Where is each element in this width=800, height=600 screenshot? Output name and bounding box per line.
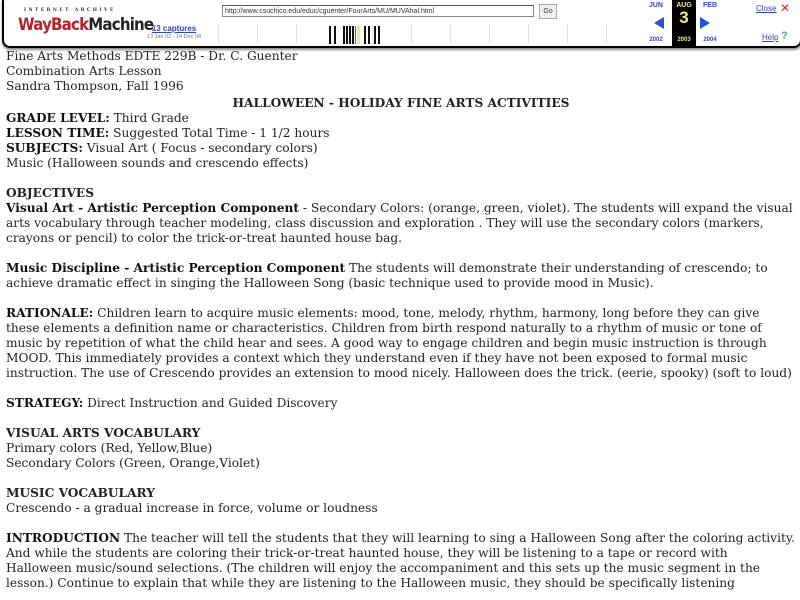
spacer xyxy=(6,381,796,396)
next-year[interactable]: 2004 xyxy=(703,37,717,43)
current-capture xyxy=(672,0,696,46)
capture-bar[interactable] xyxy=(343,26,345,44)
rationale-label: RATIONALE: xyxy=(6,306,94,320)
wayback-toolbar xyxy=(2,0,800,48)
timeline-tick xyxy=(257,24,258,44)
subjects xyxy=(6,141,796,156)
go-button[interactable]: Go xyxy=(539,4,557,19)
timeline-tick xyxy=(567,24,568,44)
capture-bar[interactable] xyxy=(355,26,356,44)
author-line: Sandra Thompson, Fall 1996 xyxy=(6,79,184,93)
prev-arrow-icon[interactable] xyxy=(654,17,664,29)
timeline-tick xyxy=(450,24,451,44)
introduction-label: INTRODUCTION xyxy=(6,531,121,545)
captures-range: 13 Jan 02 - 14 Dec 04 xyxy=(146,34,202,40)
next-month[interactable]: FEB xyxy=(703,2,717,9)
grade-level xyxy=(6,111,796,126)
objective-music-label: Music Discipline - Artistic Perception Component xyxy=(6,261,346,275)
capture-bar[interactable] xyxy=(378,26,380,44)
capture-timeline[interactable] xyxy=(214,22,636,46)
objectives-heading: OBJECTIVES xyxy=(6,186,94,200)
spacer xyxy=(6,516,796,531)
current-day: 3 xyxy=(679,8,689,27)
current-capture-bar[interactable] xyxy=(357,26,360,44)
spacer xyxy=(6,471,796,486)
page-title: HALLOWEEN - HOLIDAY FINE ARTS ACTIVITIES xyxy=(232,96,570,110)
wayback-machine-wordmark: WayBackMachine xyxy=(18,13,154,35)
date-navigator xyxy=(642,0,728,46)
course-line: Fine Arts Methods EDTE 229B - Dr. C. Guenter xyxy=(6,49,298,63)
captures-info xyxy=(136,24,212,40)
current-month: AUG xyxy=(676,2,692,9)
capture-bar[interactable] xyxy=(349,26,351,44)
introduction-text: The teacher will tell the students that they will learning to sing a Halloween Song after the coloring activity. And while the students are coloring their trick-or-treat haunted house, they will be listening to a tape or record with Halloween music/sound selections. (The children will enjoy the accompaniment and this sets up the music segment in the lesson.) Continue to explain that while they are listening to the Halloween music, they should be specifically listening xyxy=(6,531,795,590)
music-vocab-item: Crescendo - a gradual increase in force, volume or loudness xyxy=(6,501,378,515)
timeline-tick xyxy=(218,24,219,44)
objective-music-text: The students will demonstrate their understanding of crescendo; to achieve dramatic effect in singing the Halloween Song (basic technique used to provide mood in Music). xyxy=(6,261,768,290)
lesson-type-line: Combination Arts Lesson xyxy=(6,64,162,78)
strategy-text: Direct Instruction and Guided Discovery xyxy=(83,396,338,410)
prev-year[interactable]: 2002 xyxy=(649,37,663,43)
captures-link[interactable]: 13 captures xyxy=(151,24,197,33)
timeline-tick xyxy=(489,24,490,44)
lesson-time-value: Suggested Total Time - 1 1/2 hours xyxy=(109,126,330,140)
capture-bar[interactable] xyxy=(352,26,354,44)
spacer xyxy=(6,411,796,426)
lesson-time-label: LESSON TIME: xyxy=(6,126,110,140)
prev-month[interactable]: JUN xyxy=(648,2,663,9)
introduction xyxy=(6,531,796,591)
rationale xyxy=(6,306,796,381)
help-icon[interactable]: ? xyxy=(781,30,788,42)
timeline-tick xyxy=(606,24,607,44)
timeline-tick xyxy=(411,24,412,44)
visual-vocab-item: Secondary Colors (Green, Orange,Violet) xyxy=(6,456,260,470)
grade-level-label: GRADE LEVEL: xyxy=(6,111,110,125)
capture-bar[interactable] xyxy=(346,26,348,44)
close-icon[interactable]: ✕ xyxy=(780,1,791,15)
capture-bar[interactable] xyxy=(329,26,331,44)
objective-visual-art xyxy=(6,201,796,246)
visual-vocab-item: Primary colors (Red, Yellow,Blue) xyxy=(6,441,213,455)
internet-archive-text: INTERNET ARCHIVE xyxy=(24,8,116,13)
capture-bar[interactable] xyxy=(374,26,376,44)
help-link[interactable]: Help xyxy=(762,33,779,42)
music-vocab-heading: MUSIC VOCABULARY xyxy=(6,486,155,500)
wayback-logo[interactable] xyxy=(18,6,154,38)
spacer xyxy=(6,171,796,186)
spacer xyxy=(6,291,796,306)
url-input[interactable]: http://www.csuchico.edu/educ/cguenter/FourArts/MU/MUVAhal.html xyxy=(222,5,534,17)
grade-level-value: Third Grade xyxy=(109,111,189,125)
timeline-tick xyxy=(372,24,373,44)
objective-music xyxy=(6,261,796,291)
current-year: 2003 xyxy=(677,37,691,43)
capture-bar[interactable] xyxy=(364,26,366,44)
capture-bar[interactable] xyxy=(334,26,336,44)
next-capture[interactable] xyxy=(698,0,722,46)
visual-vocab-heading: VISUAL ARTS VOCABULARY xyxy=(6,426,201,440)
lesson-document xyxy=(6,49,796,591)
close-link[interactable]: Close xyxy=(756,4,777,13)
spacer xyxy=(6,246,796,261)
strategy-label: STRATEGY: xyxy=(6,396,84,410)
subjects-value: Visual Art ( Focus - secondary colors) xyxy=(82,141,318,155)
rationale-text: Children learn to acquire music elements: mood, tone, melody, rhythm, harmony, long before they can give these elements a definition name or characteristics. Children from birth respond naturally to a rhythm of music or tone of music by repetition of what the child hear and sees. A good way to engage children and begin music instruction is through MOOD. This immediately provides a context which they understand even if they have not been exposed to formal music instruction. The use of Crescendo provides an extension to mood nicely. Halloween does the trick. (eerie, spooky) (soft to loud) xyxy=(6,306,792,380)
capture-bar[interactable] xyxy=(368,26,370,44)
lesson-time xyxy=(6,126,796,141)
timeline-tick xyxy=(296,24,297,44)
subjects-label: SUBJECTS: xyxy=(6,141,83,155)
strategy xyxy=(6,396,796,411)
objective-visual-art-text: - Secondary Colors: (orange, green, violet). The students will expand the visual arts vocabulary through teacher modeling, class discussion and exploration . They will use the secondary colors (markers, crayons or pencil) to color the trick-or-treat haunted house bag. xyxy=(6,201,793,245)
subjects-line2: Music (Halloween sounds and crescendo effects) xyxy=(6,156,309,170)
objective-visual-art-label: Visual Art - Artistic Perception Component xyxy=(6,201,300,215)
timeline-tick xyxy=(528,24,529,44)
